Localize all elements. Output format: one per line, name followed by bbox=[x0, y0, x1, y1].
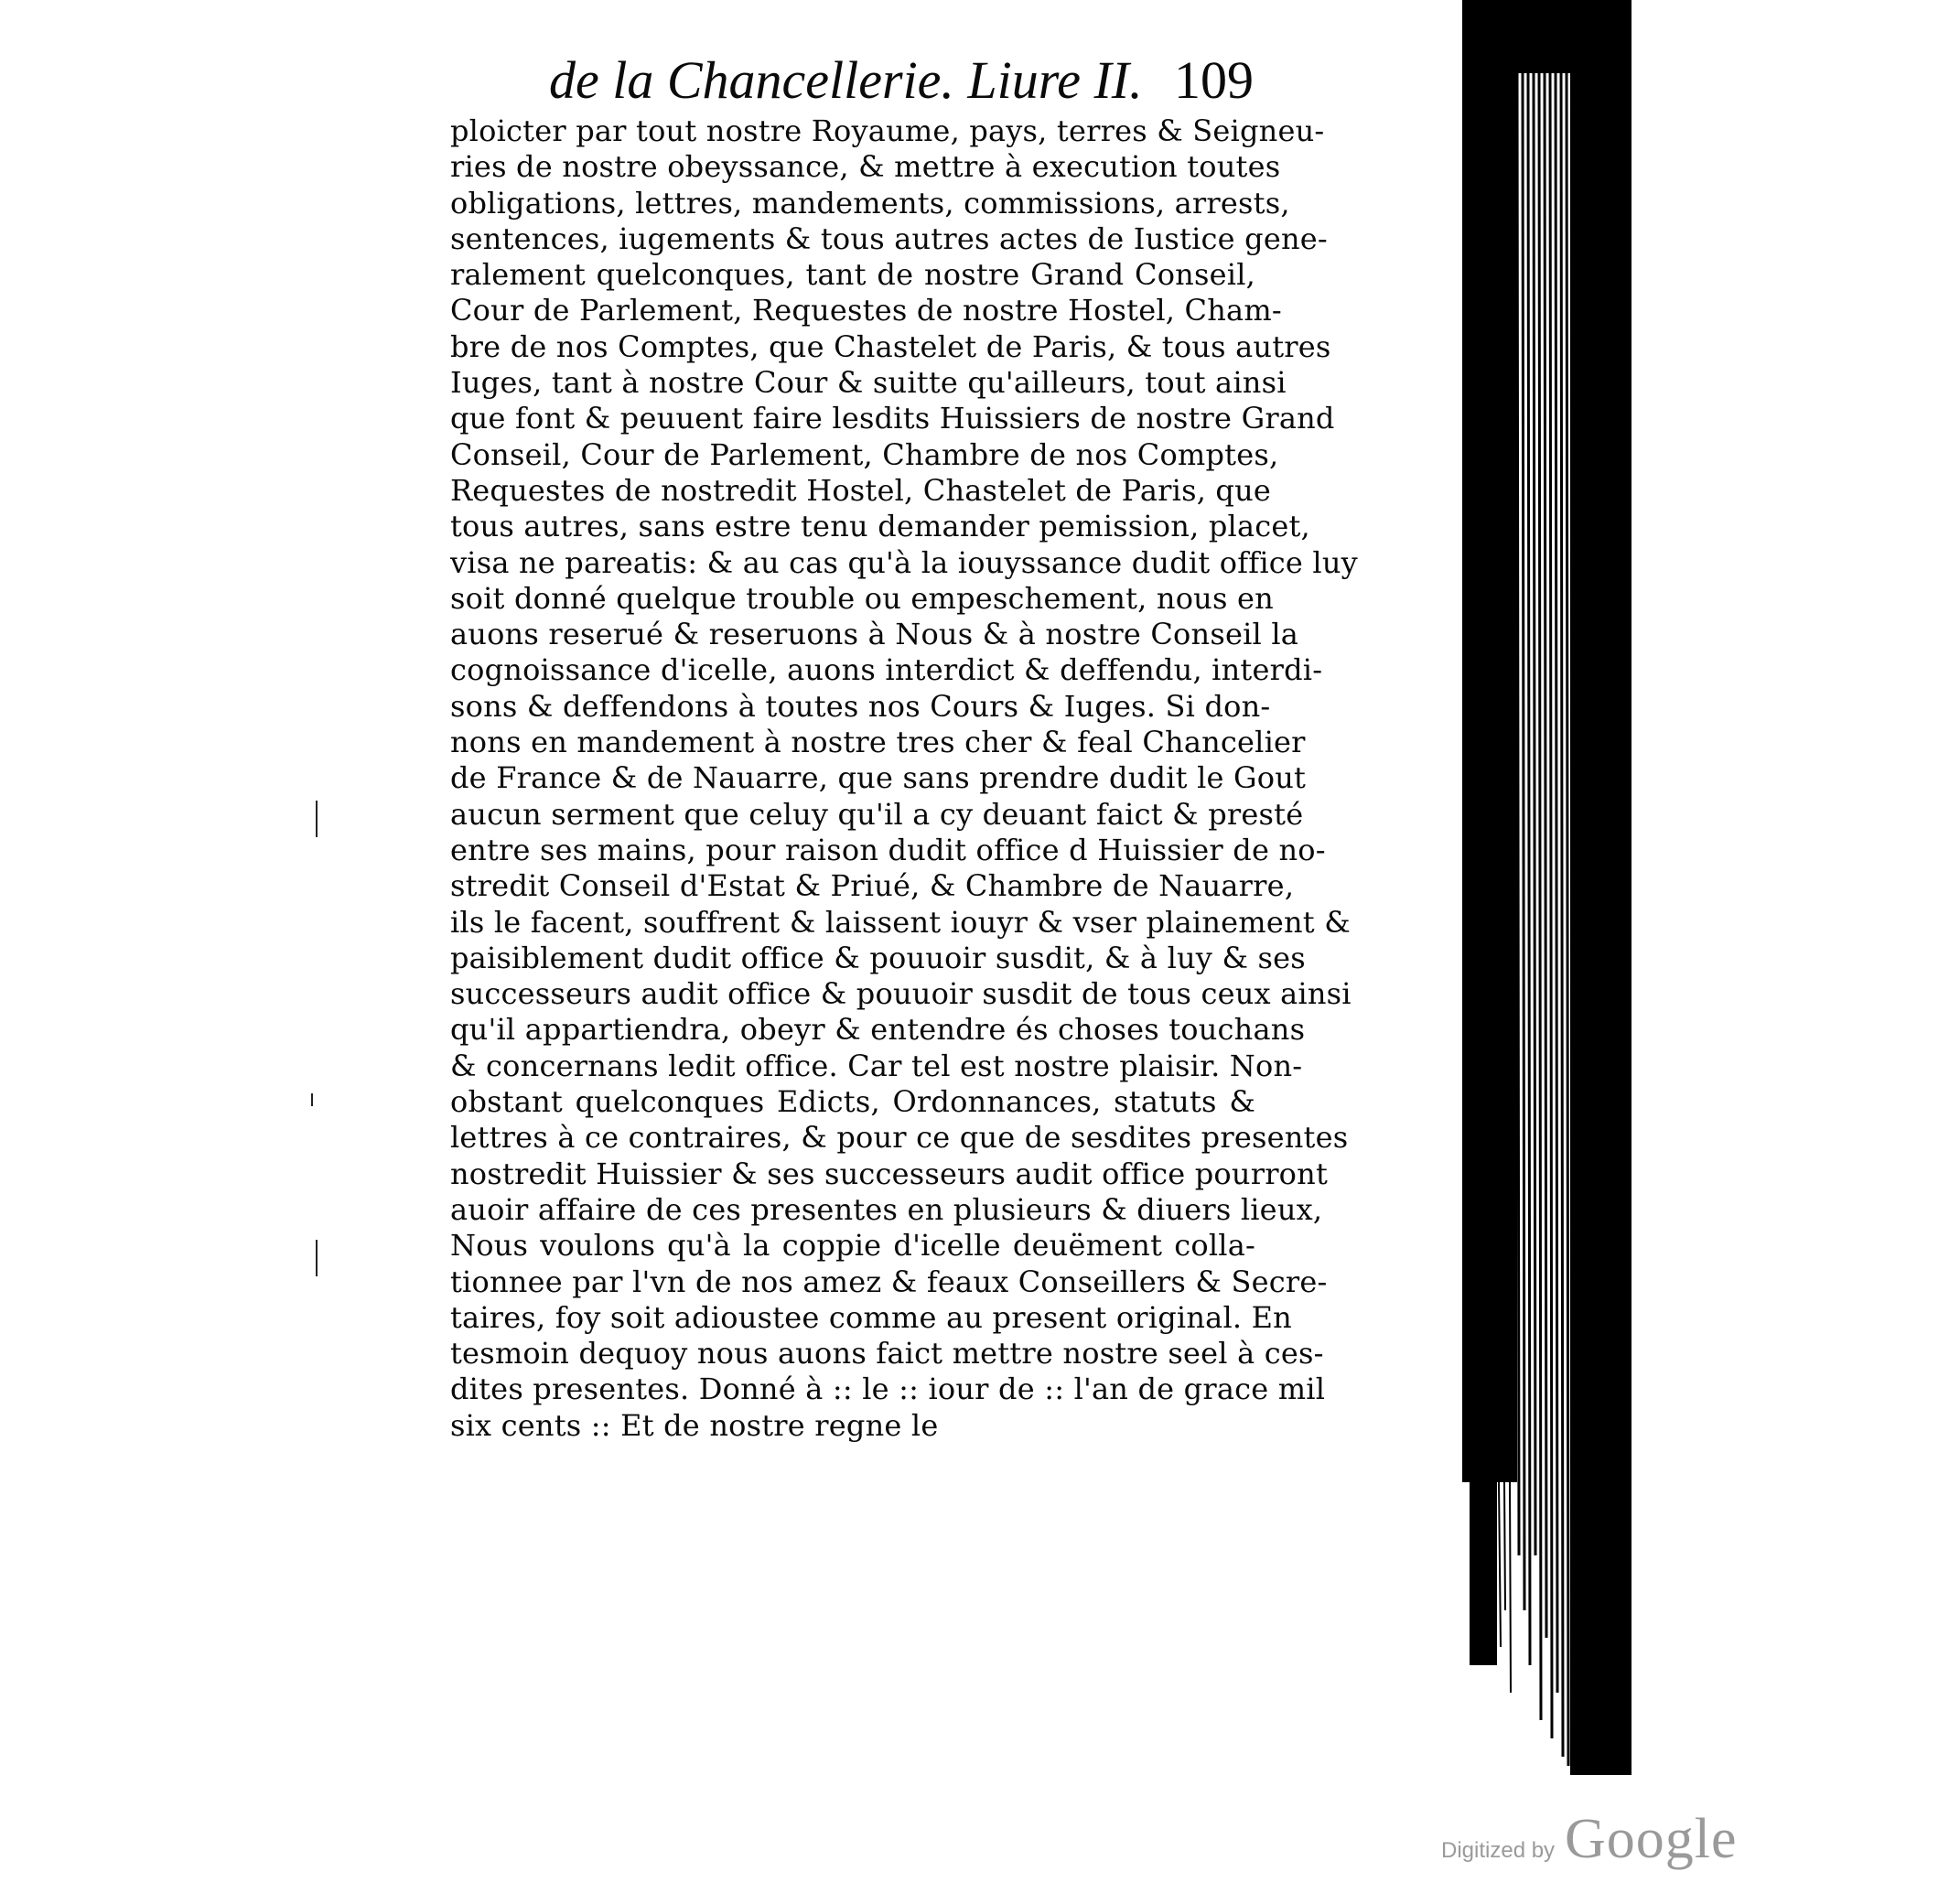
text-line: Requestes de nostredit Hostel, Chastelet de Paris, que bbox=[450, 472, 1272, 508]
text-line: ralement quelconques, tant de nostre Grand Conseil, bbox=[450, 257, 1255, 293]
margin-mark bbox=[316, 801, 318, 837]
text-line: qu'il appartiendra, obeyr & entendre és choses touchans bbox=[450, 1012, 1306, 1048]
text-line: de France & de Nauarre, que sans prendre dudit le Gout bbox=[450, 760, 1307, 796]
text-line: aucun serment que celuy qu'il a cy deuant faict & presté bbox=[450, 796, 1304, 832]
text-line: ries de nostre obeyssance, & mettre à execution toutes bbox=[450, 149, 1281, 185]
fore-edge-page-stack bbox=[1462, 0, 1632, 1775]
text-line: ploicter par tout nostre Royaume, pays, terres & Seigneu- bbox=[450, 113, 1325, 148]
text-line: & concernans ledit office. Car tel est nostre plaisir. Non- bbox=[450, 1048, 1303, 1083]
text-line: Cour de Parlement, Requestes de nostre Hostel, Cham- bbox=[450, 293, 1282, 328]
margin-mark bbox=[316, 1240, 318, 1276]
running-head-title: de la Chancellerie. Liure II. bbox=[549, 50, 1143, 110]
text-line: entre ses mains, pour raison dudit office d Huissier de no- bbox=[450, 832, 1326, 867]
text-line: sons & deffendons à toutes nos Cours & Iuges. Si don- bbox=[450, 688, 1271, 724]
text-line: ils le facent, souffrent & laissent iouyr & vser plainement & bbox=[450, 904, 1351, 940]
text-line: bre de nos Comptes, que Chastelet de Paris, & tous autres bbox=[450, 328, 1331, 364]
text-line: tesmoin dequoy nous auons faict mettre nostre seel à ces- bbox=[450, 1336, 1324, 1372]
text-line: tous autres, sans estre tenu demander pemission, placet, bbox=[450, 509, 1310, 544]
text-line: cognoissance d'icelle, auons interdict & deffendu, interdi- bbox=[450, 652, 1323, 688]
text-line: dites presentes. Donné à :: le :: iour de :: l'an de grace mil bbox=[450, 1372, 1326, 1407]
text-line: Iuges, tant à nostre Cour & suitte qu'ailleurs, tout ainsi bbox=[450, 365, 1287, 401]
text-line: nostredit Huissier & ses successeurs audit office pourront bbox=[450, 1156, 1329, 1191]
running-head bbox=[540, 44, 1254, 117]
text-line: taires, foy soit adioustee comme au present original. En bbox=[450, 1299, 1292, 1335]
text-line: lettres à ce contraires, & pour ce que de sesdites presentes bbox=[450, 1120, 1349, 1156]
watermark-prefix: Digitized by bbox=[1441, 1838, 1556, 1863]
text-line: obstant quelconques Edicts, Ordonnances, statuts & bbox=[450, 1084, 1255, 1120]
text-line: nons en mandement à nostre tres cher & feal Chancelier bbox=[450, 725, 1306, 760]
text-line: Conseil, Cour de Parlement, Chambre de nos Comptes, bbox=[450, 436, 1279, 472]
text-line: obligations, lettres, mandements, commissions, arrests, bbox=[450, 185, 1290, 221]
text-line: auoir affaire de ces presentes en plusieurs & diuers lieux, bbox=[450, 1191, 1323, 1227]
text-line: sentences, iugements & tous autres actes de Iustice gene- bbox=[450, 221, 1328, 256]
body-text bbox=[450, 113, 1358, 1444]
text-line: auons reserué & reseruons à Nous & à nostre Conseil la bbox=[450, 617, 1299, 652]
google-logo: Google bbox=[1565, 1808, 1738, 1870]
page-number: 109 bbox=[1174, 50, 1254, 110]
text-line: successeurs audit office & pouuoir susdit de tous ceux ainsi bbox=[450, 976, 1352, 1012]
text-line: paisiblement dudit office & pouuoir susdit, & à luy & ses bbox=[450, 940, 1306, 975]
text-line: tionnee par l'vn de nos amez & feaux Conseillers & Secre- bbox=[450, 1264, 1328, 1299]
text-line: six cents :: Et de nostre regne le bbox=[450, 1407, 939, 1443]
margin-mark bbox=[311, 1093, 313, 1106]
text-line: Nous voulons qu'à la coppie d'icelle deuëment colla- bbox=[450, 1228, 1255, 1264]
digitized-by-google-watermark bbox=[1441, 1807, 1853, 1880]
text-line: visa ne pareatis: & au cas qu'à la iouyssance dudit office luy bbox=[450, 544, 1358, 580]
text-line: stredit Conseil d'Estat & Priué, & Chambre de Nauarre, bbox=[450, 868, 1295, 904]
text-line: que font & peuuent faire lesdits Huissiers de nostre Grand bbox=[450, 401, 1335, 436]
text-line: soit donné quelque trouble ou empeschement, nous en bbox=[450, 580, 1274, 616]
